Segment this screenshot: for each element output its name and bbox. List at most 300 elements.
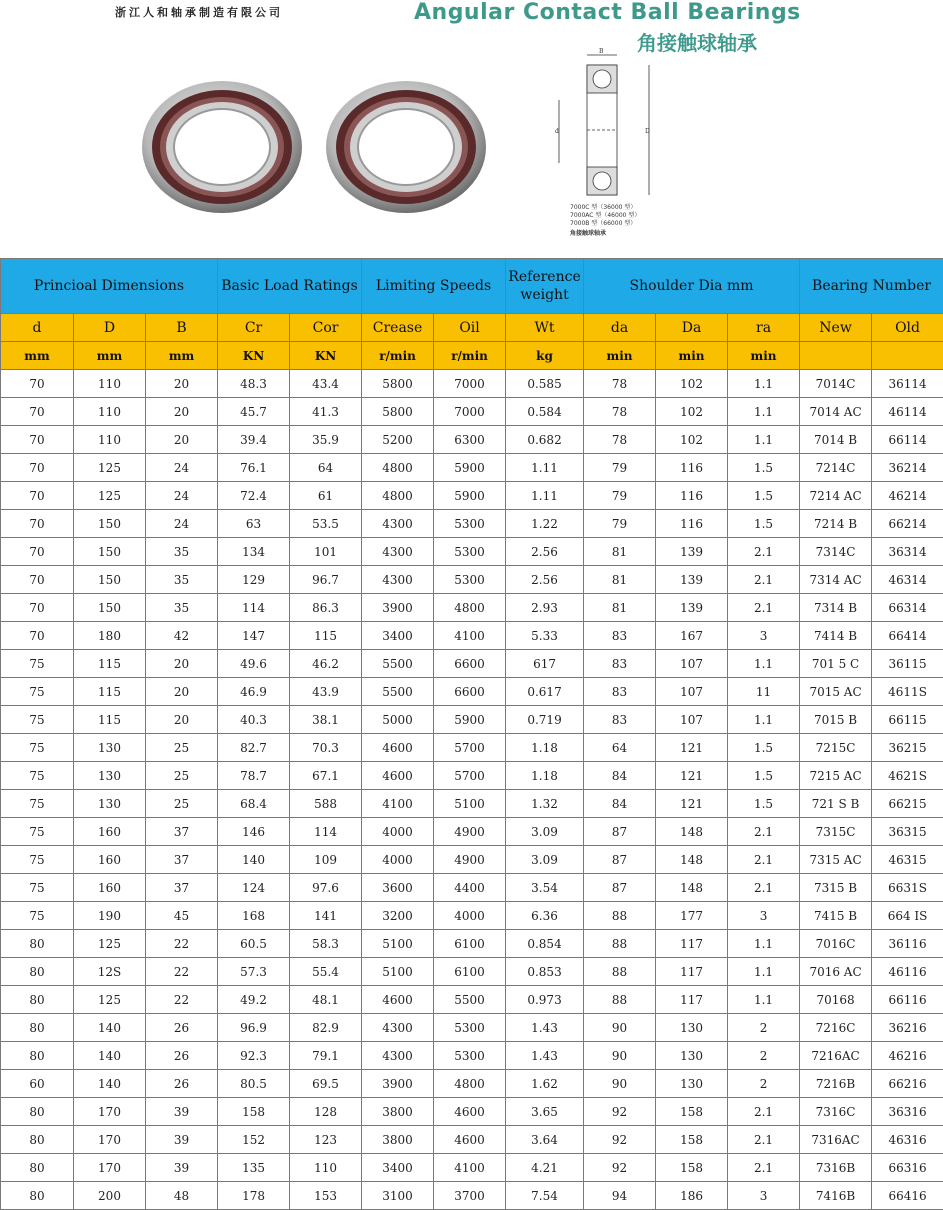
- table-cell: 130: [74, 762, 146, 790]
- caption-7000b: 7000B 型（66000 型）: [570, 220, 640, 228]
- column-unit: mm: [146, 342, 218, 370]
- table-cell: 110: [74, 426, 146, 454]
- table-cell: 5500: [362, 678, 434, 706]
- table-cell: 1.5: [728, 790, 800, 818]
- table-cell: 4621S: [872, 762, 943, 790]
- table-cell: 4100: [434, 1154, 506, 1182]
- table-cell: 70168: [800, 986, 872, 1014]
- bearing-photo-right: [322, 75, 490, 215]
- table-cell: 150: [74, 538, 146, 566]
- table-cell: 117: [656, 930, 728, 958]
- table-cell: 66214: [872, 510, 943, 538]
- table-cell: 26: [146, 1042, 218, 1070]
- table-cell: 5700: [434, 734, 506, 762]
- table-cell: 107: [656, 650, 728, 678]
- table-cell: 72.4: [218, 482, 290, 510]
- table-cell: 1.62: [506, 1070, 584, 1098]
- table-cell: 66416: [872, 1182, 943, 1210]
- table-cell: 79: [584, 482, 656, 510]
- table-cell: 2.1: [728, 1126, 800, 1154]
- table-row: [1, 930, 943, 958]
- table-cell: 4600: [434, 1098, 506, 1126]
- unit-header-row: [1, 342, 943, 370]
- table-row: [1, 678, 943, 706]
- table-cell: 3600: [362, 874, 434, 902]
- table-cell: 4600: [362, 762, 434, 790]
- table-cell: 140: [74, 1070, 146, 1098]
- table-cell: 4300: [362, 538, 434, 566]
- table-cell: 2.56: [506, 538, 584, 566]
- table-cell: 20: [146, 706, 218, 734]
- table-cell: 107: [656, 706, 728, 734]
- table-cell: 7216AC: [800, 1042, 872, 1070]
- table-cell: 22: [146, 958, 218, 986]
- table-cell: 4800: [434, 594, 506, 622]
- table-row: [1, 1182, 943, 1210]
- table-cell: 63: [218, 510, 290, 538]
- table-cell: 7315 AC: [800, 846, 872, 874]
- table-cell: 55.4: [290, 958, 362, 986]
- table-cell: 39: [146, 1154, 218, 1182]
- table-cell: 48.3: [218, 370, 290, 398]
- table-cell: 88: [584, 930, 656, 958]
- table-cell: 170: [74, 1154, 146, 1182]
- table-cell: 3900: [362, 594, 434, 622]
- column-symbol: d: [1, 314, 74, 342]
- table-cell: 7.54: [506, 1182, 584, 1210]
- drawing-captions: [570, 204, 640, 238]
- table-cell: 167: [656, 622, 728, 650]
- table-cell: 75: [1, 846, 74, 874]
- table-cell: 88: [584, 958, 656, 986]
- table-cell: 178: [218, 1182, 290, 1210]
- table-cell: 45: [146, 902, 218, 930]
- column-unit: min: [584, 342, 656, 370]
- table-cell: 75: [1, 790, 74, 818]
- table-cell: 139: [656, 594, 728, 622]
- table-cell: 92: [584, 1126, 656, 1154]
- table-cell: 170: [74, 1098, 146, 1126]
- table-cell: 36314: [872, 538, 943, 566]
- table-cell: 3900: [362, 1070, 434, 1098]
- table-cell: 701 5 C: [800, 650, 872, 678]
- table-cell: 7216B: [800, 1070, 872, 1098]
- column-unit: mm: [1, 342, 74, 370]
- table-cell: 7214C: [800, 454, 872, 482]
- table-cell: 39.4: [218, 426, 290, 454]
- table-cell: 92: [584, 1154, 656, 1182]
- table-cell: 70: [1, 370, 74, 398]
- table-cell: 79: [584, 454, 656, 482]
- table-cell: 5000: [362, 706, 434, 734]
- table-cell: 121: [656, 734, 728, 762]
- table-cell: 92: [584, 1098, 656, 1126]
- table-cell: 4.21: [506, 1154, 584, 1182]
- table-cell: 46116: [872, 958, 943, 986]
- table-cell: 721 S B: [800, 790, 872, 818]
- table-cell: 2: [728, 1070, 800, 1098]
- title-chinese: 角接触球轴承: [637, 27, 757, 56]
- table-cell: 86.3: [290, 594, 362, 622]
- table-cell: 90: [584, 1070, 656, 1098]
- table-row: [1, 426, 943, 454]
- table-cell: 22: [146, 986, 218, 1014]
- table-cell: 4611S: [872, 678, 943, 706]
- table-cell: 75: [1, 902, 74, 930]
- table-cell: 7015 B: [800, 706, 872, 734]
- table-cell: 46.2: [290, 650, 362, 678]
- table-row: [1, 538, 943, 566]
- table-cell: 4900: [434, 818, 506, 846]
- table-cell: 36315: [872, 818, 943, 846]
- table-cell: 115: [74, 678, 146, 706]
- header-reference-weight: Reference weight: [506, 259, 584, 314]
- table-cell: 4800: [362, 454, 434, 482]
- drawing-label: 角接触球轴承: [570, 230, 640, 238]
- table-cell: 110: [290, 1154, 362, 1182]
- table-cell: 38.1: [290, 706, 362, 734]
- table-cell: 46216: [872, 1042, 943, 1070]
- table-row: [1, 734, 943, 762]
- table-cell: 78.7: [218, 762, 290, 790]
- table-cell: 80: [1, 1098, 74, 1126]
- table-cell: 102: [656, 426, 728, 454]
- table-cell: 43.9: [290, 678, 362, 706]
- table-cell: 4300: [362, 510, 434, 538]
- table-cell: 81: [584, 594, 656, 622]
- table-cell: 102: [656, 398, 728, 426]
- table-cell: 1.43: [506, 1014, 584, 1042]
- table-cell: 76.1: [218, 454, 290, 482]
- table-cell: 78: [584, 398, 656, 426]
- column-unit: min: [728, 342, 800, 370]
- table-cell: 5900: [434, 482, 506, 510]
- table-row: [1, 1154, 943, 1182]
- table-cell: 20: [146, 398, 218, 426]
- table-cell: 125: [74, 930, 146, 958]
- table-cell: 12S: [74, 958, 146, 986]
- table-cell: 46214: [872, 482, 943, 510]
- table-cell: 3400: [362, 1154, 434, 1182]
- table-cell: 75: [1, 818, 74, 846]
- table-cell: 7315 B: [800, 874, 872, 902]
- table-cell: 4000: [434, 902, 506, 930]
- table-cell: 1.22: [506, 510, 584, 538]
- table-cell: 7216C: [800, 1014, 872, 1042]
- table-cell: 39: [146, 1098, 218, 1126]
- table-cell: 37: [146, 818, 218, 846]
- table-cell: 64: [584, 734, 656, 762]
- table-cell: 46314: [872, 566, 943, 594]
- table-cell: 84: [584, 762, 656, 790]
- table-cell: 116: [656, 510, 728, 538]
- symbol-header-row: [1, 314, 943, 342]
- dim-label-b: B: [599, 48, 604, 55]
- table-cell: 7316C: [800, 1098, 872, 1126]
- table-cell: 114: [218, 594, 290, 622]
- table-cell: 80: [1, 1154, 74, 1182]
- table-cell: 41.3: [290, 398, 362, 426]
- table-cell: 70: [1, 454, 74, 482]
- table-cell: 26: [146, 1070, 218, 1098]
- table-cell: 130: [74, 790, 146, 818]
- table-cell: 7014C: [800, 370, 872, 398]
- table-cell: 90: [584, 1042, 656, 1070]
- table-row: [1, 1126, 943, 1154]
- table-cell: 70: [1, 426, 74, 454]
- table-cell: 66215: [872, 790, 943, 818]
- table-cell: 6.36: [506, 902, 584, 930]
- table-cell: 7000: [434, 370, 506, 398]
- table-cell: 115: [74, 650, 146, 678]
- table-cell: 83: [584, 622, 656, 650]
- column-unit: [872, 342, 943, 370]
- table-cell: 4900: [434, 846, 506, 874]
- table-cell: 20: [146, 650, 218, 678]
- table-cell: 82.7: [218, 734, 290, 762]
- table-cell: 88: [584, 986, 656, 1014]
- column-symbol: Cr: [218, 314, 290, 342]
- table-cell: 24: [146, 510, 218, 538]
- table-cell: 48: [146, 1182, 218, 1210]
- table-cell: 2.1: [728, 1098, 800, 1126]
- table-cell: 102: [656, 370, 728, 398]
- table-cell: 7315C: [800, 818, 872, 846]
- table-cell: 22: [146, 930, 218, 958]
- table-cell: 83: [584, 706, 656, 734]
- table-cell: 0.973: [506, 986, 584, 1014]
- table-cell: 124: [218, 874, 290, 902]
- table-cell: 35.9: [290, 426, 362, 454]
- table-cell: 5700: [434, 762, 506, 790]
- table-row: [1, 1070, 943, 1098]
- table-cell: 5300: [434, 566, 506, 594]
- table-row: [1, 902, 943, 930]
- table-row: [1, 818, 943, 846]
- table-cell: 2.1: [728, 566, 800, 594]
- table-cell: 7215 AC: [800, 762, 872, 790]
- table-cell: 81: [584, 538, 656, 566]
- table-cell: 135: [218, 1154, 290, 1182]
- table-cell: 80: [1, 1042, 74, 1070]
- table-cell: 3700: [434, 1182, 506, 1210]
- table-cell: 125: [74, 986, 146, 1014]
- table-row: [1, 566, 943, 594]
- table-cell: 2.1: [728, 818, 800, 846]
- table-cell: 1.1: [728, 986, 800, 1014]
- column-symbol: Cor: [290, 314, 362, 342]
- table-cell: 150: [74, 566, 146, 594]
- table-cell: 3800: [362, 1126, 434, 1154]
- table-cell: 36316: [872, 1098, 943, 1126]
- table-cell: 0.853: [506, 958, 584, 986]
- table-cell: 130: [656, 1070, 728, 1098]
- table-cell: 147: [218, 622, 290, 650]
- table-cell: 75: [1, 650, 74, 678]
- table-cell: 160: [74, 818, 146, 846]
- table-cell: 96.9: [218, 1014, 290, 1042]
- table-cell: 3400: [362, 622, 434, 650]
- table-cell: 168: [218, 902, 290, 930]
- table-cell: 7016 AC: [800, 958, 872, 986]
- column-symbol: Old: [872, 314, 943, 342]
- table-cell: 87: [584, 846, 656, 874]
- table-cell: 78: [584, 426, 656, 454]
- table-cell: 25: [146, 790, 218, 818]
- table-cell: 1.5: [728, 734, 800, 762]
- table-cell: 7314C: [800, 538, 872, 566]
- table-cell: 150: [74, 594, 146, 622]
- table-cell: 5800: [362, 398, 434, 426]
- table-cell: 79: [584, 510, 656, 538]
- bearing-spec-table: [0, 258, 943, 1210]
- table-cell: 110: [74, 398, 146, 426]
- table-row: [1, 762, 943, 790]
- table-cell: 139: [656, 566, 728, 594]
- header-bearing-number: Bearing Number: [800, 259, 943, 314]
- table-cell: 36215: [872, 734, 943, 762]
- column-symbol: ra: [728, 314, 800, 342]
- table-cell: 1.11: [506, 454, 584, 482]
- table-cell: 70: [1, 482, 74, 510]
- table-cell: 4800: [362, 482, 434, 510]
- table-cell: 46.9: [218, 678, 290, 706]
- table-cell: 0.854: [506, 930, 584, 958]
- table-cell: 148: [656, 874, 728, 902]
- table-cell: 7314 B: [800, 594, 872, 622]
- table-cell: 92.3: [218, 1042, 290, 1070]
- table-cell: 3.54: [506, 874, 584, 902]
- table-cell: 139: [656, 538, 728, 566]
- table-cell: 5300: [434, 510, 506, 538]
- table-cell: 35: [146, 538, 218, 566]
- table-cell: 588: [290, 790, 362, 818]
- table-cell: 37: [146, 846, 218, 874]
- table-cell: 160: [74, 874, 146, 902]
- table-cell: 1.1: [728, 370, 800, 398]
- table-cell: 20: [146, 370, 218, 398]
- table-cell: 1.1: [728, 426, 800, 454]
- table-cell: 1.1: [728, 958, 800, 986]
- table-cell: 70: [1, 538, 74, 566]
- table-cell: 70.3: [290, 734, 362, 762]
- table-cell: 6600: [434, 650, 506, 678]
- table-cell: 130: [74, 734, 146, 762]
- caption-7000c: 7000C 型（36000 型）: [570, 204, 640, 212]
- table-cell: 5200: [362, 426, 434, 454]
- table-cell: 130: [656, 1014, 728, 1042]
- table-cell: 37: [146, 874, 218, 902]
- table-cell: 4300: [362, 1014, 434, 1042]
- table-cell: 1.5: [728, 762, 800, 790]
- table-cell: 1.5: [728, 454, 800, 482]
- table-cell: 68.4: [218, 790, 290, 818]
- table-cell: 117: [656, 958, 728, 986]
- table-cell: 66316: [872, 1154, 943, 1182]
- table-cell: 3.65: [506, 1098, 584, 1126]
- column-unit: KN: [290, 342, 362, 370]
- table-cell: 1.5: [728, 510, 800, 538]
- title-english: Angular Contact Ball Bearings: [414, 0, 801, 25]
- table-cell: 5800: [362, 370, 434, 398]
- table-cell: 158: [218, 1098, 290, 1126]
- table-cell: 146: [218, 818, 290, 846]
- table-cell: 83: [584, 678, 656, 706]
- table-cell: 177: [656, 902, 728, 930]
- table-cell: 88: [584, 902, 656, 930]
- table-row: [1, 986, 943, 1014]
- table-cell: 6600: [434, 678, 506, 706]
- table-cell: 3: [728, 1182, 800, 1210]
- table-cell: 66414: [872, 622, 943, 650]
- table-cell: 130: [656, 1042, 728, 1070]
- table-cell: 7014 AC: [800, 398, 872, 426]
- table-cell: 1.11: [506, 482, 584, 510]
- table-cell: 2.56: [506, 566, 584, 594]
- table-cell: 75: [1, 762, 74, 790]
- caption-7000ac: 7000AC 型（46000 型）: [570, 212, 640, 220]
- table-row: [1, 370, 943, 398]
- table-cell: 7015 AC: [800, 678, 872, 706]
- table-cell: 5300: [434, 538, 506, 566]
- table-cell: 128: [290, 1098, 362, 1126]
- table-cell: 7000: [434, 398, 506, 426]
- table-cell: 152: [218, 1126, 290, 1154]
- table-cell: 80: [1, 1014, 74, 1042]
- table-cell: 4600: [362, 986, 434, 1014]
- table-cell: 0.617: [506, 678, 584, 706]
- table-cell: 141: [290, 902, 362, 930]
- table-cell: 7414 B: [800, 622, 872, 650]
- table-cell: 1.43: [506, 1042, 584, 1070]
- column-unit: r/min: [434, 342, 506, 370]
- table-cell: 4000: [362, 846, 434, 874]
- table-cell: 6300: [434, 426, 506, 454]
- table-cell: 4300: [362, 1042, 434, 1070]
- table-cell: 40.3: [218, 706, 290, 734]
- table-cell: 70: [1, 510, 74, 538]
- table-cell: 2.1: [728, 1154, 800, 1182]
- table-cell: 64: [290, 454, 362, 482]
- table-cell: 4600: [362, 734, 434, 762]
- group-header-row: [1, 259, 943, 314]
- table-row: [1, 510, 943, 538]
- header: [0, 0, 943, 258]
- table-cell: 2.1: [728, 874, 800, 902]
- table-cell: 4400: [434, 874, 506, 902]
- table-cell: 7215C: [800, 734, 872, 762]
- table-cell: 3.09: [506, 818, 584, 846]
- table-cell: 5900: [434, 454, 506, 482]
- table-cell: 66114: [872, 426, 943, 454]
- table-row: [1, 846, 943, 874]
- table-cell: 123: [290, 1126, 362, 1154]
- table-cell: 35: [146, 566, 218, 594]
- column-unit: r/min: [362, 342, 434, 370]
- table-cell: 3100: [362, 1182, 434, 1210]
- table-cell: 125: [74, 454, 146, 482]
- table-cell: 7214 AC: [800, 482, 872, 510]
- table-row: [1, 874, 943, 902]
- table-cell: 129: [218, 566, 290, 594]
- table-cell: 134: [218, 538, 290, 566]
- dim-label-outer-d: D: [645, 128, 650, 135]
- table-cell: 5500: [362, 650, 434, 678]
- table-cell: 75: [1, 678, 74, 706]
- table-row: [1, 482, 943, 510]
- table-cell: 158: [656, 1126, 728, 1154]
- table-cell: 45.7: [218, 398, 290, 426]
